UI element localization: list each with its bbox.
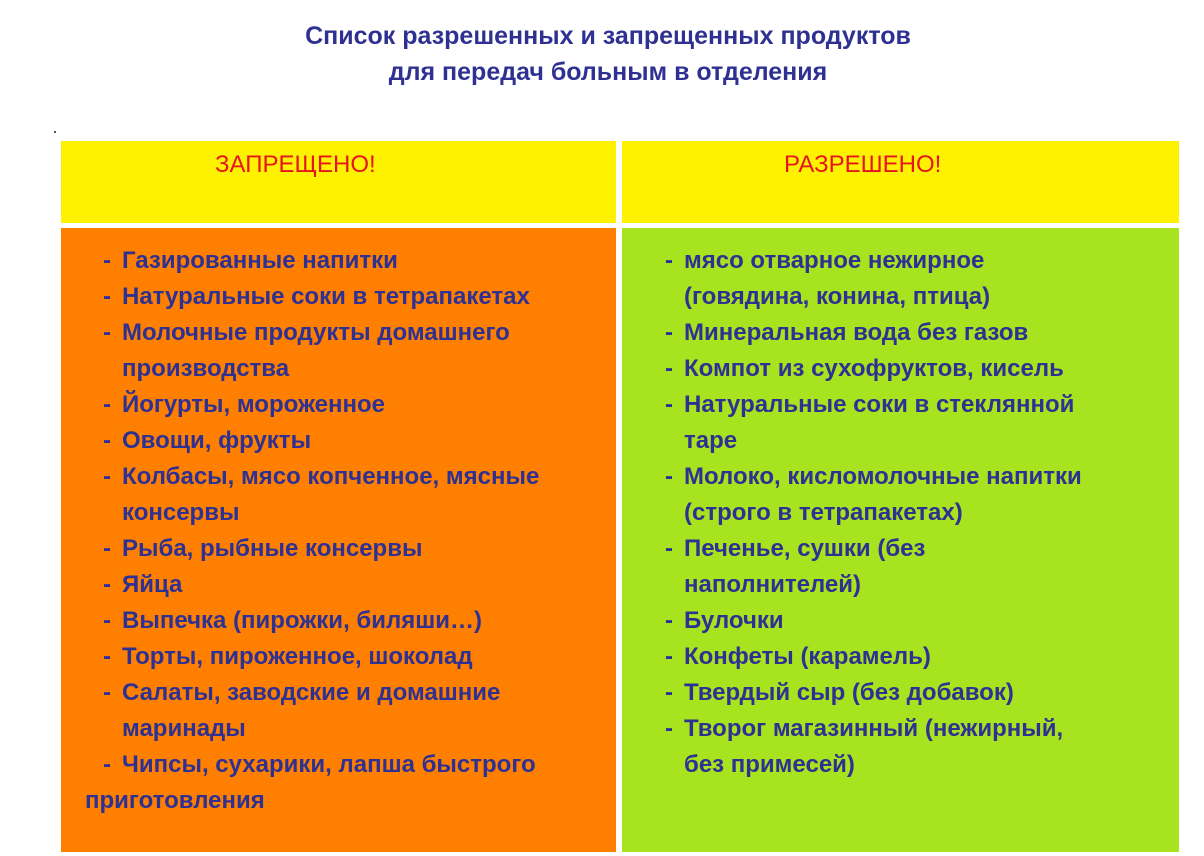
stray-dot: [54, 131, 56, 133]
list-dash: -: [665, 643, 673, 670]
allowed-item: [665, 603, 1177, 639]
forbidden-item: [103, 675, 613, 747]
allowed-item: [665, 675, 1177, 711]
forbidden-heading: ЗАПРЕЩЕНО!: [215, 151, 376, 178]
allowed-header: [622, 141, 1179, 223]
list-dash: -: [103, 751, 111, 778]
list-item-text: без примесей): [684, 751, 855, 778]
allowed-item: [665, 243, 1177, 315]
list-item-text: Салаты, заводские и домашние: [122, 679, 501, 706]
list-item-text: Яйца: [122, 571, 183, 598]
list-item-text: Молочные продукты домашнего: [122, 319, 510, 346]
list-item-text: наполнителей): [684, 571, 862, 598]
list-item-text: Овощи, фрукты: [122, 427, 312, 454]
list-dash: -: [103, 391, 111, 418]
allowed-item: [665, 315, 1177, 351]
list-item-text: Чипсы, сухарики, лапша быстрого: [122, 751, 536, 778]
forbidden-header: [61, 141, 616, 223]
forbidden-item: [103, 387, 613, 423]
list-dash: -: [103, 319, 111, 346]
list-item-text: Торты, пироженное, шоколад: [122, 643, 473, 670]
list-dash: -: [665, 679, 673, 706]
list-item-text: Натуральные соки в стеклянной: [684, 391, 1075, 418]
list-dash: -: [665, 607, 673, 634]
list-dash: -: [103, 427, 111, 454]
list-item-text: Газированные напитки: [122, 247, 398, 274]
allowed-item: [665, 459, 1177, 531]
list-item-text: Колбасы, мясо копченное, мясные: [122, 463, 540, 490]
allowed-item: [665, 351, 1177, 387]
forbidden-item: [103, 603, 613, 639]
forbidden-item: [103, 279, 613, 315]
list-dash: -: [665, 463, 673, 490]
list-item-text: (строго в тетрапакетах): [684, 499, 963, 526]
list-item-text: Компот из сухофруктов, кисель: [684, 355, 1064, 382]
list-dash: -: [665, 247, 673, 274]
list-item-text: Конфеты (карамель): [684, 643, 931, 670]
list-item-text: Молоко, кисломолочные напитки: [684, 463, 1082, 490]
list-dash: -: [103, 571, 111, 598]
list-item-text: производства: [122, 355, 290, 382]
list-item-text: мясо отварное нежирное: [684, 247, 985, 274]
list-item-text: Минеральная вода без газов: [684, 319, 1029, 346]
forbidden-item: [103, 567, 613, 603]
list-dash: -: [103, 283, 111, 310]
list-item-text: Йогурты, мороженное: [122, 391, 386, 418]
forbidden-item: [85, 747, 613, 819]
allowed-item: [665, 531, 1177, 603]
forbidden-item: [103, 315, 613, 387]
list-dash: -: [665, 715, 673, 742]
allowed-item: [665, 639, 1177, 675]
forbidden-list: [85, 243, 613, 819]
list-item-text: Печенье, сушки (без: [684, 535, 926, 562]
forbidden-item: [103, 531, 613, 567]
forbidden-item: [103, 243, 613, 279]
allowed-item: [665, 711, 1177, 783]
list-item-text: Творог магазинный (нежирный,: [684, 715, 1064, 742]
list-dash: -: [103, 535, 111, 562]
list-item-text: Твердый сыр (без добавок): [684, 679, 1014, 706]
list-item-text: маринады: [122, 715, 246, 742]
list-dash: -: [665, 535, 673, 562]
list-dash: -: [103, 463, 111, 490]
allowed-heading: РАЗРЕШЕНО!: [784, 151, 942, 178]
list-item-text: приготовления: [85, 787, 265, 814]
forbidden-item: [103, 423, 613, 459]
list-item-text: Рыба, рыбные консервы: [122, 535, 423, 562]
list-dash: -: [103, 247, 111, 274]
list-item-text: (говядина, конина, птица): [684, 283, 991, 310]
forbidden-item: [103, 459, 613, 531]
list-dash: -: [103, 679, 111, 706]
list-item-text: Булочки: [684, 607, 784, 634]
title-line-1: Список разрешенных и запрещенных продуктов: [305, 22, 911, 50]
forbidden-item: [103, 639, 613, 675]
list-dash: -: [665, 391, 673, 418]
list-item-text: таре: [684, 427, 738, 454]
allowed-column: [622, 228, 1179, 852]
list-item-text: Натуральные соки в тетрапакетах: [122, 283, 530, 310]
document-title: [0, 18, 1204, 90]
list-item-text: консервы: [122, 499, 240, 526]
list-item-text: Выпечка (пирожки, биляши…): [122, 607, 482, 634]
list-dash: -: [103, 643, 111, 670]
list-dash: -: [665, 319, 673, 346]
forbidden-column: [61, 228, 616, 852]
list-dash: -: [665, 355, 673, 382]
title-line-2: для передач больным в отделения: [388, 58, 828, 86]
allowed-item: [665, 387, 1177, 459]
allowed-list: [665, 243, 1177, 783]
list-dash: -: [103, 607, 111, 634]
